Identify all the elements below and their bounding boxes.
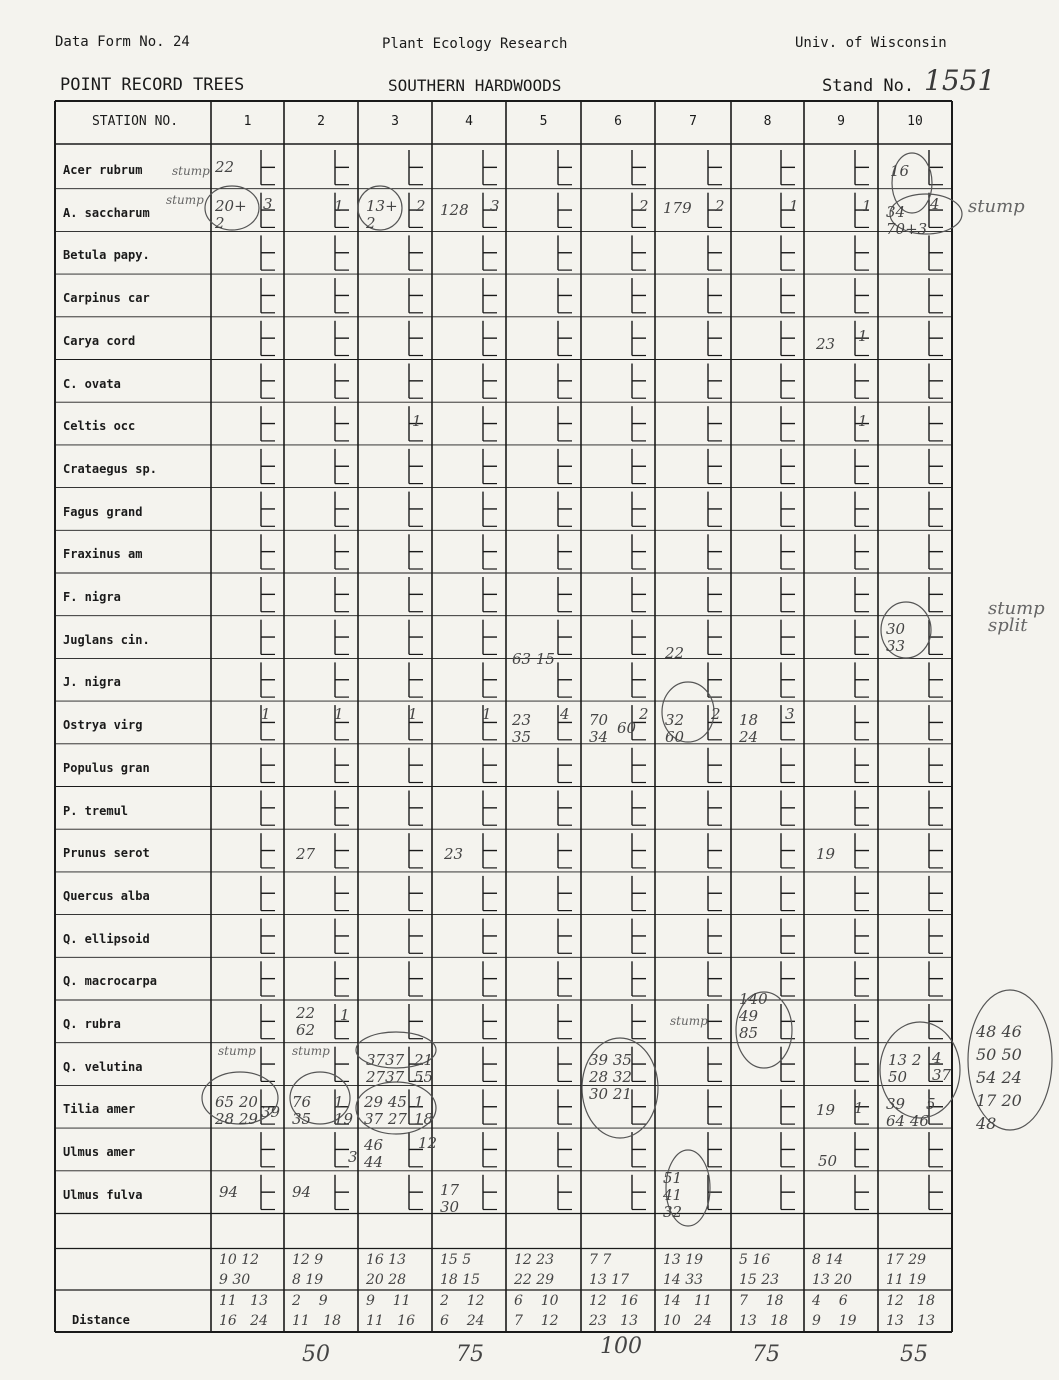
handwritten-entry: 70 34 bbox=[589, 711, 609, 747]
totals-entry: 7 7 13 17 bbox=[589, 1251, 630, 1288]
handwritten-entry: 1 bbox=[261, 705, 271, 724]
handwritten-entry: 65 20 28 29 bbox=[215, 1093, 258, 1129]
totals-entry: 10 12 9 30 bbox=[219, 1251, 260, 1288]
stand-number: 1551 bbox=[924, 64, 996, 97]
handwritten-entry: 4 bbox=[930, 194, 940, 213]
handwritten-entry: 39 bbox=[261, 1103, 281, 1122]
bottom-total: 75 bbox=[752, 1342, 780, 1367]
handwritten-entry: 30 33 bbox=[886, 619, 906, 655]
distance-label: Distance bbox=[72, 1313, 130, 1327]
distance-entry: 6 10 7 12 bbox=[514, 1293, 559, 1329]
handwritten-entry: 1 bbox=[862, 196, 872, 215]
handwritten-entry: 1 bbox=[334, 705, 344, 724]
totals-entry: 12 23 22 29 bbox=[514, 1251, 555, 1288]
handwritten-entry: 19 bbox=[816, 1101, 836, 1120]
handwritten-entry: 1 bbox=[858, 326, 868, 345]
station-heading-5: 5 bbox=[539, 114, 548, 129]
handwritten-entry: 63 15 bbox=[512, 650, 555, 669]
species-label: Q. rubra bbox=[63, 1017, 121, 1031]
species-label: F. nigra bbox=[63, 590, 121, 604]
handwritten-entry: 51 41 32 bbox=[663, 1168, 683, 1221]
species-label: Prunus serot bbox=[63, 846, 150, 861]
totals-entry: 13 19 14 33 bbox=[663, 1251, 704, 1288]
stump-note: stump bbox=[670, 1014, 708, 1028]
species-label: Ulmus amer bbox=[63, 1145, 136, 1160]
handwritten-entry: 16 bbox=[890, 162, 910, 180]
stump-note: stump bbox=[968, 196, 1025, 217]
stump-note: stump bbox=[218, 1044, 256, 1058]
species-label: Q. macrocarpa bbox=[63, 974, 157, 989]
handwritten-entry: 32 60 bbox=[665, 711, 685, 747]
totals-entry: 16 13 20 28 bbox=[366, 1251, 407, 1288]
handwritten-entry: 1 bbox=[340, 1006, 350, 1024]
handwritten-entry: 94 bbox=[292, 1182, 312, 1201]
bottom-total: 75 bbox=[456, 1342, 484, 1367]
handwritten-entry: 29 45 37 27 bbox=[364, 1093, 407, 1129]
handwritten-entry: 22 62 bbox=[296, 1004, 316, 1039]
handwritten-entry: 1 bbox=[789, 196, 799, 215]
university: Univ. of Wisconsin bbox=[795, 35, 947, 51]
species-label: Carpinus car bbox=[63, 291, 150, 306]
species-label: Betula papy. bbox=[63, 248, 150, 263]
handwritten-entry: 5 bbox=[926, 1095, 936, 1114]
station-heading-10: 10 bbox=[907, 114, 923, 129]
handwritten-entry: 21 55 bbox=[414, 1050, 434, 1086]
handwritten-entry: 1 bbox=[482, 705, 492, 724]
handwritten-entry: 1 bbox=[858, 412, 868, 431]
totals-entry: 8 14 13 20 bbox=[812, 1251, 853, 1288]
handwritten-entry: 76 35 bbox=[292, 1093, 312, 1129]
stump-note: stump bbox=[166, 193, 204, 207]
distance-entry: 9 11 11 16 bbox=[366, 1293, 415, 1329]
handwritten-entry: 128 bbox=[440, 200, 469, 219]
species-label: Tilia amer bbox=[63, 1102, 136, 1117]
handwritten-entry: 2 bbox=[639, 196, 649, 215]
species-label: Celtis occ bbox=[63, 419, 136, 434]
form-number: Data Form No. 24 bbox=[55, 34, 190, 50]
handwritten-entry: 4 bbox=[560, 705, 570, 724]
distance-entry: 14 11 10 24 bbox=[663, 1293, 712, 1329]
handwritten-entry: 94 bbox=[219, 1182, 239, 1201]
species-label: Crataegus sp. bbox=[63, 461, 157, 476]
station-heading-3: 3 bbox=[391, 114, 399, 129]
species-label: A. saccharum bbox=[63, 205, 150, 220]
distance-entry: 2 12 6 24 bbox=[440, 1293, 485, 1329]
handwritten-entry: 27 bbox=[296, 845, 316, 864]
station-heading-2: 2 bbox=[317, 114, 325, 129]
station-heading-4: 4 bbox=[465, 114, 473, 129]
stand-label: Stand No. bbox=[822, 76, 915, 96]
species-label: J. nigra bbox=[63, 675, 121, 690]
handwritten-entry: 179 bbox=[663, 198, 692, 217]
species-label: Ostrya virg bbox=[63, 718, 143, 733]
handwritten-entry: 22 bbox=[215, 158, 235, 176]
handwritten-entry: 60 bbox=[617, 719, 637, 738]
station-heading-9: 9 bbox=[837, 114, 845, 129]
species-label: Acer rubrum bbox=[63, 163, 143, 177]
handwritten-entry: 3 bbox=[348, 1148, 358, 1167]
totals-entry: 12 9 8 19 bbox=[292, 1251, 324, 1288]
handwritten-entry: 22 bbox=[665, 644, 685, 663]
handwritten-entry: 1 19 bbox=[334, 1093, 354, 1129]
handwritten-entry: 1 bbox=[408, 705, 418, 724]
handwritten-entry: 34 70+3 bbox=[886, 202, 928, 238]
handwritten-entry: 12 bbox=[418, 1134, 438, 1153]
distance-entry: 4 6 9 19 bbox=[812, 1293, 857, 1329]
handwritten-entry: 2 bbox=[416, 196, 426, 215]
stump-note: stump bbox=[292, 1044, 330, 1058]
organization: Plant Ecology Research bbox=[382, 36, 568, 52]
handwritten-entry: 18 24 bbox=[739, 711, 759, 747]
handwritten-entry: 140 49 85 bbox=[739, 990, 768, 1042]
handwritten-entry: 17 30 bbox=[440, 1180, 460, 1216]
species-label: Fagus grand bbox=[63, 504, 143, 519]
handwritten-entry: 4 37 bbox=[932, 1048, 952, 1084]
species-label: Juglans cin. bbox=[63, 632, 150, 647]
handwritten-entry: 23 bbox=[816, 334, 836, 353]
species-label: Fraxinus am bbox=[63, 547, 143, 562]
handwritten-entry: 2 bbox=[711, 705, 721, 724]
station-heading-8: 8 bbox=[763, 114, 772, 129]
species-label: Carya cord bbox=[63, 333, 136, 348]
handwritten-entry: 2 bbox=[639, 705, 649, 724]
handwritten-entry: 20+ 2 bbox=[215, 196, 247, 232]
station-heading-1: 1 bbox=[243, 114, 252, 129]
distance-entry: 12 16 23 13 bbox=[589, 1293, 638, 1329]
distance-entry: 12 18 13 13 bbox=[886, 1293, 935, 1329]
station-heading-6: 6 bbox=[614, 114, 622, 129]
totals-entry: 15 5 18 15 bbox=[440, 1251, 481, 1288]
handwritten-entry: 1 18 bbox=[414, 1093, 434, 1129]
species-label: Quercus alba bbox=[63, 888, 150, 903]
totals-entry: 17 29 11 19 bbox=[886, 1251, 927, 1288]
stump-note: stump split bbox=[988, 598, 1045, 636]
handwritten-entry: 13+ 2 bbox=[366, 196, 398, 232]
bottom-total: 100 bbox=[600, 1334, 642, 1359]
handwritten-entry: 1 bbox=[412, 412, 422, 431]
handwritten-entry: 39 64 46 bbox=[886, 1095, 929, 1131]
handwritten-entry: 3 bbox=[490, 196, 500, 215]
species-label: Ulmus fulva bbox=[63, 1187, 143, 1202]
margin-numbers: 48 46 50 50 54 24 17 20 48 bbox=[976, 1022, 1022, 1133]
handwritten-entry: 19 bbox=[816, 845, 836, 864]
distance-entry: 2 9 11 18 bbox=[292, 1293, 341, 1329]
handwritten-entry: 46 44 bbox=[364, 1136, 384, 1172]
handwritten-entry: 23 bbox=[444, 845, 464, 864]
forest-type: SOUTHERN HARDWOODS bbox=[388, 76, 562, 95]
handwritten-entry: 3 bbox=[263, 194, 273, 213]
bottom-total: 55 bbox=[900, 1342, 928, 1367]
handwritten-entry: 1 bbox=[334, 196, 344, 215]
bottom-total: 50 bbox=[302, 1342, 330, 1367]
handwritten-entry: 13 2 50 bbox=[888, 1050, 922, 1086]
species-label: P. tremul bbox=[63, 803, 129, 818]
species-label: C. ovata bbox=[63, 376, 121, 391]
stump-note: stump bbox=[172, 164, 210, 178]
distance-entry: 11 13 16 24 bbox=[219, 1293, 268, 1329]
handwritten-entry: 1 bbox=[854, 1099, 864, 1118]
handwritten-entry: 3737 2737 bbox=[366, 1050, 405, 1086]
handwritten-entry: 3 bbox=[785, 705, 795, 724]
handwritten-entry: 2 bbox=[715, 196, 725, 215]
distance-entry: 7 18 13 18 bbox=[739, 1293, 788, 1329]
handwritten-entry: 23 35 bbox=[512, 711, 532, 747]
station-label: STATION NO. bbox=[91, 114, 179, 129]
handwritten-entry: 50 bbox=[818, 1152, 838, 1171]
totals-entry: 5 16 15 23 bbox=[739, 1251, 780, 1288]
form-title: POINT RECORD TREES bbox=[60, 75, 245, 95]
handwritten-entry: 39 35 28 32 30 21 bbox=[589, 1050, 632, 1103]
station-heading-7: 7 bbox=[689, 114, 697, 129]
species-label: Populus gran bbox=[63, 760, 150, 775]
species-label: Q. ellipsoid bbox=[63, 931, 150, 946]
species-label: Q. velutina bbox=[63, 1059, 143, 1074]
